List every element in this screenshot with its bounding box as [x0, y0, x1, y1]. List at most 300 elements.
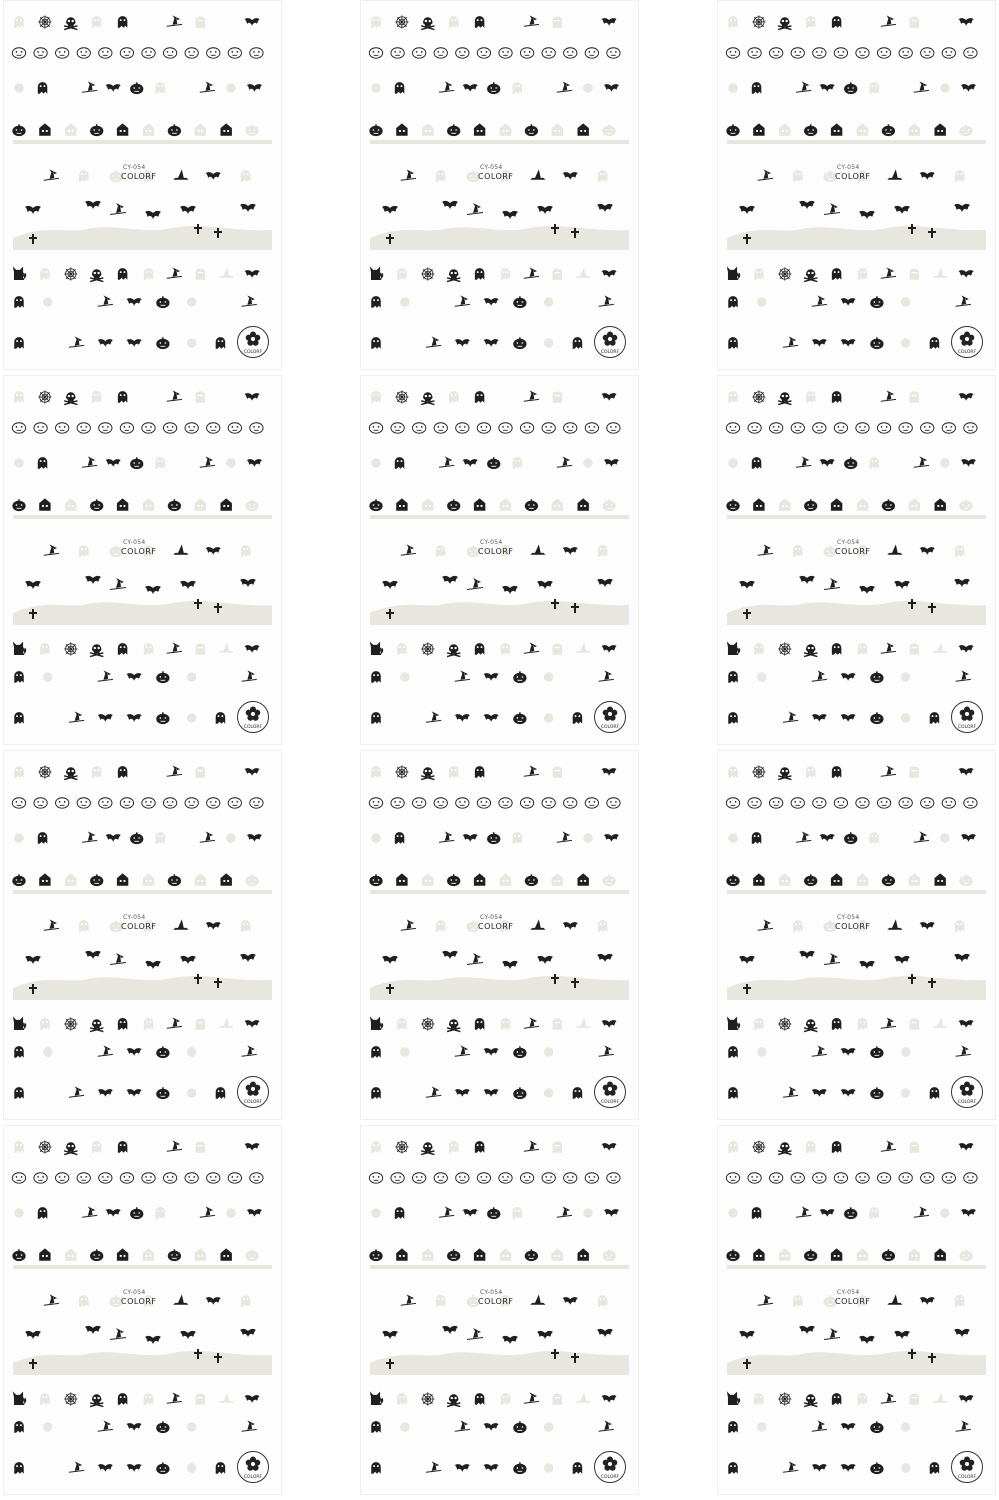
house-icon	[857, 498, 868, 510]
tomb-icon	[196, 17, 206, 28]
ghost-icon	[371, 1087, 381, 1099]
witch-icon	[796, 1206, 811, 1217]
cat-icon	[370, 267, 383, 279]
pumpkinOut-icon	[250, 798, 263, 808]
ghost-icon	[92, 1141, 102, 1153]
sticker-artwork	[360, 750, 639, 1120]
ghost-icon	[728, 1421, 738, 1433]
product-code: CY-054	[480, 164, 503, 171]
bat-icon	[145, 961, 161, 969]
moon-icon	[859, 391, 865, 402]
ghost-icon	[598, 920, 608, 932]
pumpkinOut-icon	[56, 1173, 69, 1183]
ghost-icon	[754, 1018, 764, 1030]
pumpkin-icon	[513, 296, 526, 308]
pumpkin-icon	[156, 1087, 169, 1099]
witch-icon	[881, 765, 896, 776]
moon-icon	[430, 671, 436, 682]
brand-name: COLORF	[121, 922, 157, 931]
bat-icon	[961, 84, 976, 92]
skull-icon	[421, 17, 434, 29]
bat-icon	[841, 1464, 856, 1472]
pumpkin-icon	[245, 124, 258, 136]
pumpkin-icon	[245, 499, 258, 511]
moon-icon	[574, 671, 580, 682]
bat-icon	[894, 581, 910, 589]
ghost-icon	[728, 1141, 738, 1153]
pumpkinOut-icon	[434, 423, 447, 433]
moon-icon	[574, 1421, 580, 1432]
pumpkinOut-icon	[520, 1173, 533, 1183]
blob-icon	[544, 713, 554, 723]
bat-icon	[106, 84, 121, 92]
witch-icon	[44, 544, 59, 555]
witch-icon	[82, 81, 97, 92]
witch-icon	[426, 1086, 441, 1097]
cat-icon	[13, 267, 26, 279]
web-icon	[778, 642, 791, 655]
bat-icon	[455, 1464, 470, 1472]
bat-icon	[98, 1089, 113, 1097]
web-icon	[752, 390, 765, 403]
ghost-icon	[371, 1046, 381, 1058]
moon-icon	[776, 832, 782, 843]
pumpkin-icon	[369, 874, 382, 886]
ghost-icon	[40, 268, 50, 280]
bat-icon	[206, 172, 221, 180]
ghost-icon	[14, 337, 24, 349]
bat-icon	[820, 459, 835, 467]
witch-icon	[439, 81, 454, 92]
bat-icon	[739, 581, 755, 589]
bat-icon	[98, 1464, 113, 1472]
pumpkinOut-icon	[456, 1173, 469, 1183]
pumpkinOut-icon	[942, 798, 955, 808]
bat-icon	[240, 579, 256, 587]
skull-icon	[778, 17, 791, 29]
moon-icon	[222, 766, 228, 777]
pumpkinOut-icon	[813, 423, 826, 433]
ghost-icon	[397, 1018, 407, 1030]
witch-icon	[242, 295, 257, 306]
pumpkinOut-icon	[413, 798, 426, 808]
ghost-icon	[397, 1393, 407, 1405]
house-icon	[500, 498, 511, 510]
pumpkinOut-icon	[770, 1173, 783, 1183]
witch-icon	[557, 831, 572, 842]
web-icon	[64, 1392, 77, 1405]
ghost-icon	[118, 643, 128, 655]
blob-icon	[901, 1047, 911, 1057]
logo-text: COLORF	[243, 1475, 263, 1480]
blob-icon	[901, 297, 911, 307]
hat-icon	[219, 1017, 234, 1027]
bat-icon	[127, 673, 142, 681]
witch-icon	[812, 295, 827, 306]
blob-icon	[901, 338, 911, 348]
pumpkin-icon	[844, 457, 857, 469]
pumpkinOut-icon	[564, 1173, 577, 1183]
bat-icon	[604, 459, 619, 467]
ghost-icon	[728, 391, 738, 403]
house-icon	[831, 873, 842, 885]
bat-icon	[85, 201, 101, 209]
house-icon	[500, 873, 511, 885]
witch-icon	[758, 919, 773, 930]
witch-icon	[167, 15, 182, 26]
bat-icon	[604, 84, 619, 92]
blob-icon	[371, 458, 381, 468]
moon-icon	[180, 1207, 186, 1218]
bat-icon	[180, 581, 196, 589]
bat-icon	[484, 298, 499, 306]
pumpkin-icon	[602, 1249, 615, 1261]
house-icon	[39, 123, 50, 135]
house-icon	[39, 498, 50, 510]
moon-icon	[419, 832, 425, 843]
house-icon	[753, 123, 764, 135]
ghost-icon	[501, 268, 511, 280]
blob-icon	[728, 83, 738, 93]
pumpkin-icon	[726, 1249, 739, 1261]
bat-icon	[145, 586, 161, 594]
bat-icon	[820, 84, 835, 92]
bat-icon	[597, 579, 613, 587]
pumpkinOut-icon	[856, 423, 869, 433]
logo-text: COLORF	[243, 350, 263, 355]
ghost-icon	[395, 457, 405, 469]
ghost-icon	[806, 16, 816, 28]
pumpkinOut-icon	[607, 798, 620, 808]
moon-icon	[372, 170, 378, 181]
witch-icon	[167, 267, 182, 278]
ghost-icon	[371, 1462, 381, 1474]
web-icon	[395, 1140, 408, 1153]
pumpkin-icon	[513, 1421, 526, 1433]
witch-icon	[557, 1206, 572, 1217]
sticker-artwork	[3, 750, 282, 1120]
sticker-artwork	[717, 1125, 996, 1495]
pumpkinOut-icon	[942, 1173, 955, 1183]
bat-icon	[820, 1209, 835, 1217]
ghost-icon	[144, 1018, 154, 1030]
moon-icon	[502, 16, 508, 27]
pumpkin-icon	[882, 1249, 895, 1261]
pumpkin-icon	[156, 1421, 169, 1433]
bat-icon	[820, 834, 835, 842]
pumpkinOut-icon	[77, 1173, 90, 1183]
moon-icon	[859, 1141, 865, 1152]
bat-icon	[98, 339, 113, 347]
pumpkinOut-icon	[877, 798, 890, 808]
house-icon	[500, 1248, 511, 1260]
bat-icon	[25, 956, 41, 964]
pumpkinOut-icon	[434, 1173, 447, 1183]
sticker-artwork	[717, 375, 996, 745]
house-icon	[909, 873, 920, 885]
witch-icon	[783, 336, 798, 347]
witch-icon	[439, 456, 454, 467]
pumpkinOut-icon	[434, 48, 447, 58]
bat-icon	[841, 1048, 856, 1056]
pumpkinOut-icon	[856, 48, 869, 58]
moon-icon	[145, 391, 151, 402]
house-icon	[117, 498, 128, 510]
moon-icon	[15, 1295, 21, 1306]
witch-icon	[82, 831, 97, 842]
nail-sticker-sheet	[360, 1125, 639, 1495]
tomb-icon	[553, 1019, 563, 1030]
bat-icon	[739, 956, 755, 964]
bat-icon	[245, 768, 260, 776]
bat-icon	[894, 1331, 910, 1339]
witch-icon	[557, 456, 572, 467]
blob-icon	[544, 672, 554, 682]
bat-icon	[245, 393, 260, 401]
pumpkinOut-icon	[520, 423, 533, 433]
pumpkin-icon	[870, 1462, 883, 1474]
pumpkinOut-icon	[748, 423, 761, 433]
ghost-icon	[14, 766, 24, 778]
tomb-icon	[910, 269, 920, 280]
skull-icon	[447, 1394, 460, 1406]
bat-icon	[812, 1089, 827, 1097]
pumpkinOut-icon	[791, 48, 804, 58]
pumpkinOut-icon	[834, 1173, 847, 1183]
bat-icon	[463, 1209, 478, 1217]
hat-icon	[530, 919, 545, 929]
ghost-icon	[513, 82, 523, 94]
pumpkinOut-icon	[813, 798, 826, 808]
bat-icon	[106, 1209, 121, 1217]
pumpkin-icon	[870, 712, 883, 724]
blob-icon	[14, 833, 24, 843]
house-icon	[117, 1248, 128, 1260]
moon-icon	[579, 16, 585, 27]
moon-icon	[419, 457, 425, 468]
tomb-icon	[910, 767, 920, 778]
bat-icon	[180, 956, 196, 964]
bat-icon	[484, 1089, 499, 1097]
blob-icon	[544, 338, 554, 348]
ghost-icon	[832, 1141, 842, 1153]
bat-icon	[812, 339, 827, 347]
brand-name: COLORF	[121, 1297, 157, 1306]
pumpkinOut-icon	[899, 423, 912, 433]
ghost-icon	[241, 920, 251, 932]
flower-logo-icon	[245, 331, 261, 347]
tomb-icon	[910, 392, 920, 403]
blob-icon	[940, 458, 950, 468]
pumpkin-icon	[245, 874, 258, 886]
pumpkin-icon	[168, 1249, 181, 1261]
moon-icon	[894, 832, 900, 843]
blob-icon	[757, 1047, 767, 1057]
bat-icon	[502, 961, 518, 969]
ghost-icon	[870, 832, 880, 844]
moon-icon	[217, 1046, 223, 1057]
bat-icon	[959, 1143, 974, 1151]
moon-icon	[401, 337, 407, 348]
pumpkinOut-icon	[207, 423, 220, 433]
bat-icon	[455, 339, 470, 347]
blob-icon	[400, 672, 410, 682]
pumpkinOut-icon	[56, 423, 69, 433]
pumpkin-icon	[525, 1249, 538, 1261]
house-icon	[831, 1248, 842, 1260]
bat-icon	[602, 768, 617, 776]
bat-icon	[597, 1329, 613, 1337]
moon-icon	[936, 1141, 942, 1152]
ghost-icon	[832, 268, 842, 280]
bat-icon	[812, 714, 827, 722]
pumpkinOut-icon	[369, 1173, 382, 1183]
ghost-icon	[806, 766, 816, 778]
bat-icon	[25, 581, 41, 589]
blob-icon	[757, 297, 767, 307]
pumpkinOut-icon	[607, 1173, 620, 1183]
ghost-icon	[395, 82, 405, 94]
blob-icon	[728, 1208, 738, 1218]
house-icon	[396, 1248, 407, 1260]
house-icon	[935, 123, 946, 135]
pumpkinOut-icon	[791, 423, 804, 433]
logo-text: COLORF	[600, 1100, 620, 1105]
witch-icon	[914, 81, 929, 92]
hat-icon	[530, 1294, 545, 1304]
web-icon	[778, 267, 791, 280]
ghost-icon	[930, 712, 940, 724]
ghost-icon	[955, 545, 965, 557]
brand-name: COLORF	[835, 172, 871, 181]
witch-icon	[110, 953, 126, 965]
blob-icon	[400, 1047, 410, 1057]
web-icon	[778, 1017, 791, 1030]
witch-icon	[455, 1045, 470, 1056]
house-icon	[474, 873, 485, 885]
pumpkin-icon	[870, 1046, 883, 1058]
witch-icon	[44, 1294, 59, 1305]
house-icon	[831, 498, 842, 510]
hat-icon	[173, 169, 188, 179]
pumpkinOut-icon	[856, 1173, 869, 1183]
house-icon	[195, 873, 206, 885]
bat-icon	[602, 393, 617, 401]
hat-icon	[530, 169, 545, 179]
pumpkinOut-icon	[964, 1173, 977, 1183]
tomb-icon	[910, 1019, 920, 1030]
bat-icon	[959, 270, 974, 278]
pumpkin-icon	[156, 671, 169, 683]
ghost-icon	[156, 832, 166, 844]
bat-icon	[739, 206, 755, 214]
ghost-icon	[752, 1207, 762, 1219]
pumpkin-icon	[369, 1249, 382, 1261]
bat-icon	[245, 18, 260, 26]
moon-icon	[62, 832, 68, 843]
ghost-icon	[14, 1087, 24, 1099]
bat-icon	[959, 768, 974, 776]
nail-sticker-sheet	[3, 375, 282, 745]
pumpkinOut-icon	[163, 1173, 176, 1183]
bat-icon	[563, 922, 578, 930]
pumpkinOut-icon	[56, 48, 69, 58]
bat-icon	[442, 201, 458, 209]
skull-icon	[90, 269, 103, 281]
ghost-icon	[14, 712, 24, 724]
skull-icon	[804, 644, 817, 656]
ghost-icon	[156, 82, 166, 94]
moon-icon	[931, 1046, 937, 1057]
bat-icon	[484, 673, 499, 681]
bat-icon	[961, 459, 976, 467]
pumpkinOut-icon	[12, 1173, 25, 1183]
ghost-icon	[832, 391, 842, 403]
witch-icon	[599, 1045, 614, 1056]
skull-icon	[90, 1394, 103, 1406]
ghost-icon	[241, 170, 251, 182]
ghost-icon	[40, 643, 50, 655]
witch-icon	[426, 336, 441, 347]
house-icon	[143, 123, 154, 135]
moon-icon	[430, 1421, 436, 1432]
ghost-icon	[598, 170, 608, 182]
product-code: CY-054	[123, 914, 146, 921]
pumpkin-icon	[513, 1046, 526, 1058]
web-icon	[38, 1140, 51, 1153]
web-icon	[752, 15, 765, 28]
ghost-icon	[118, 268, 128, 280]
house-icon	[195, 1248, 206, 1260]
blob-icon	[187, 1422, 197, 1432]
pumpkinOut-icon	[99, 1173, 112, 1183]
pumpkinOut-icon	[564, 798, 577, 808]
bat-icon	[841, 1089, 856, 1097]
bat-icon	[537, 581, 553, 589]
blob-icon	[544, 1088, 554, 1098]
pumpkinOut-icon	[520, 48, 533, 58]
blob-icon	[901, 1463, 911, 1473]
moon-icon	[401, 1462, 407, 1473]
ghost-icon	[118, 391, 128, 403]
product-code: CY-054	[480, 1289, 503, 1296]
sticker-artwork	[360, 0, 639, 370]
moon-icon	[217, 671, 223, 682]
ghost-icon	[728, 337, 738, 349]
bat-icon	[602, 1143, 617, 1151]
moon-icon	[936, 16, 942, 27]
bat-icon	[602, 18, 617, 26]
witch-icon	[82, 1206, 97, 1217]
bat-icon	[240, 1329, 256, 1337]
logo-text: COLORF	[243, 725, 263, 730]
pumpkinOut-icon	[77, 48, 90, 58]
blob-icon	[583, 83, 593, 93]
skull-icon	[447, 1019, 460, 1031]
web-icon	[752, 765, 765, 778]
ghost-icon	[156, 457, 166, 469]
pumpkin-icon	[804, 874, 817, 886]
bat-icon	[145, 211, 161, 219]
blob-icon	[940, 833, 950, 843]
pumpkinOut-icon	[813, 48, 826, 58]
moon-icon	[62, 1207, 68, 1218]
moon-icon	[537, 457, 543, 468]
ghost-icon	[40, 1018, 50, 1030]
witch-icon	[524, 1017, 539, 1028]
ghost-icon	[573, 712, 583, 724]
skull-icon	[90, 644, 103, 656]
